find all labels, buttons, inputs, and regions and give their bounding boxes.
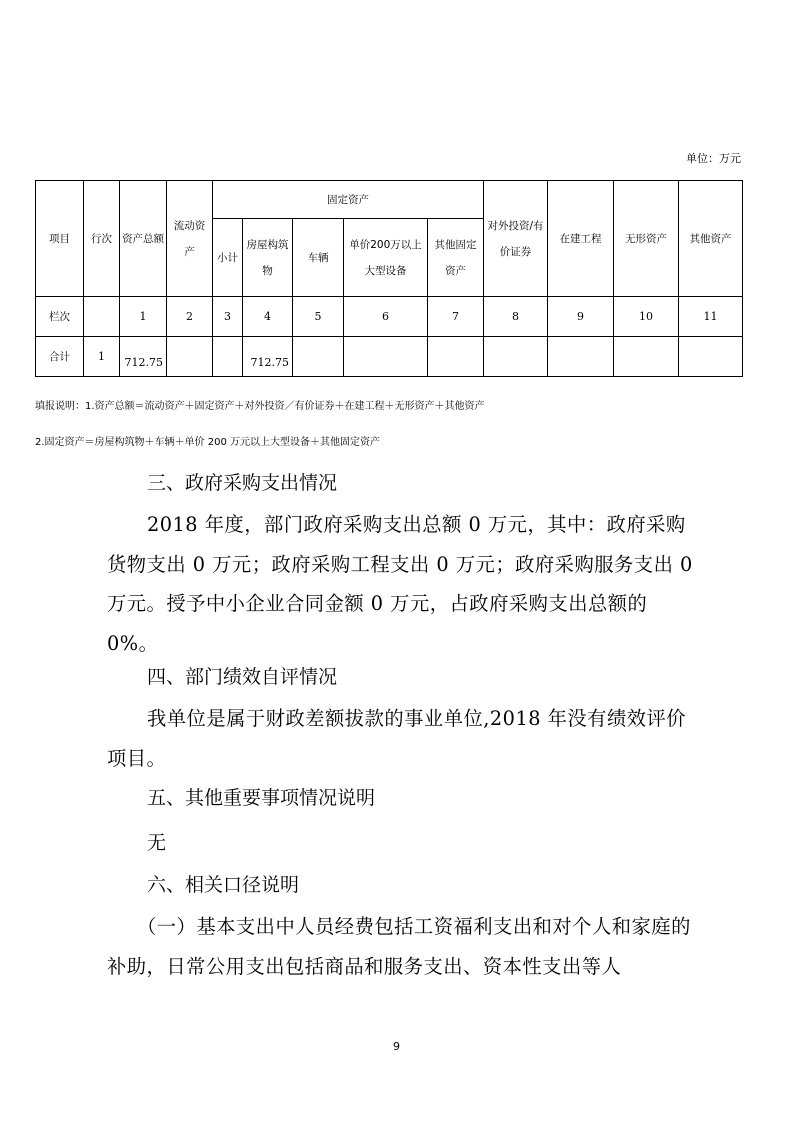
column-number-row — [36, 297, 743, 337]
table-cell: 1 — [120, 297, 167, 337]
table-cell — [213, 337, 243, 377]
section-4-body: 我单位是属于财政差额拔款的事业单位,2018 年没有绩效评价项目。 — [107, 707, 687, 770]
table-cell: 8 — [484, 297, 548, 337]
header-other-assets: 其他资产 — [679, 181, 743, 297]
note-line-1: 填报说明：1.资产总额＝流动资产＋固定资产＋对外投资／有价证券＋在建工程＋无形资产＋其他资产 — [35, 401, 485, 412]
table-cell: 7 — [428, 297, 484, 337]
table-cell: 4 — [243, 297, 293, 337]
section-6-body: （一）基本支出中人员经费包括工资福利支出和对个人和家庭的补助，日常公用支出包括商品和服务支出、资本性支出等人 — [107, 915, 691, 978]
table-cell — [428, 337, 484, 377]
asset-table — [35, 180, 743, 377]
header-row-no: 行次 — [84, 181, 120, 297]
table-cell: 2 — [167, 297, 213, 337]
header-total-assets: 资产总额 — [120, 181, 167, 297]
section-5-body: 无 — [147, 832, 167, 854]
header-construction: 在建工程 — [548, 181, 614, 297]
table-cell — [679, 337, 743, 377]
header-investments: 对外投资/有价证券 — [484, 181, 548, 297]
table-cell — [548, 337, 614, 377]
header-subtotal: 小计 — [213, 219, 243, 297]
table-cell — [614, 337, 679, 377]
section-5-title: 五、其他重要事项情况说明 — [147, 787, 376, 809]
header-vehicles: 车辆 — [293, 219, 344, 297]
header-buildings: 房屋构筑物 — [243, 219, 293, 297]
table-cell: 6 — [344, 297, 428, 337]
table-cell: 合计 — [36, 337, 84, 377]
table-cell: 1 — [84, 337, 120, 377]
header-item: 项目 — [36, 181, 84, 297]
section-4-title: 四、部门绩效自评情况 — [147, 666, 338, 688]
header-large-equipment: 单价200万以上大型设备 — [344, 219, 428, 297]
table-cell: 9 — [548, 297, 614, 337]
section-3-body: 2018 年度，部门政府采购支出总额 0 万元，其中：政府采购货物支出 0 万元；政府采购工程支出 0 万元；政府采购服务支出 0 万元。授予中小企业合同金额 0 万元，占政府采购支出总额的 0%。 — [107, 513, 693, 655]
header-other-fixed: 其他固定资产 — [428, 219, 484, 297]
table-cell — [84, 297, 120, 337]
table-cell: 10 — [614, 297, 679, 337]
table-cell: 3 — [213, 297, 243, 337]
table-cell: 712.75 — [243, 337, 293, 377]
header-fixed-assets: 固定资产 — [213, 181, 484, 219]
table-cell — [293, 337, 344, 377]
table-cell: 11 — [679, 297, 743, 337]
table-cell: 栏次 — [36, 297, 84, 337]
section-3-title: 三、政府采购支出情况 — [147, 472, 338, 494]
header-current-assets: 流动资产 — [167, 181, 213, 297]
table-cell — [484, 337, 548, 377]
unit-label: 单位：万元 — [686, 152, 741, 165]
table-cell — [344, 337, 428, 377]
section-6-title: 六、相关口径说明 — [147, 874, 300, 896]
header-intangible: 无形资产 — [614, 181, 679, 297]
table-cell: 5 — [293, 297, 344, 337]
table-cell: 712.75 — [120, 337, 167, 377]
table-cell — [167, 337, 213, 377]
page-number: 9 — [393, 1040, 400, 1053]
total-row — [36, 337, 743, 377]
note-line-2: 2.固定资产＝房屋构筑物＋车辆＋单价 200 万元以上大型设备＋其他固定资产 — [35, 437, 380, 448]
